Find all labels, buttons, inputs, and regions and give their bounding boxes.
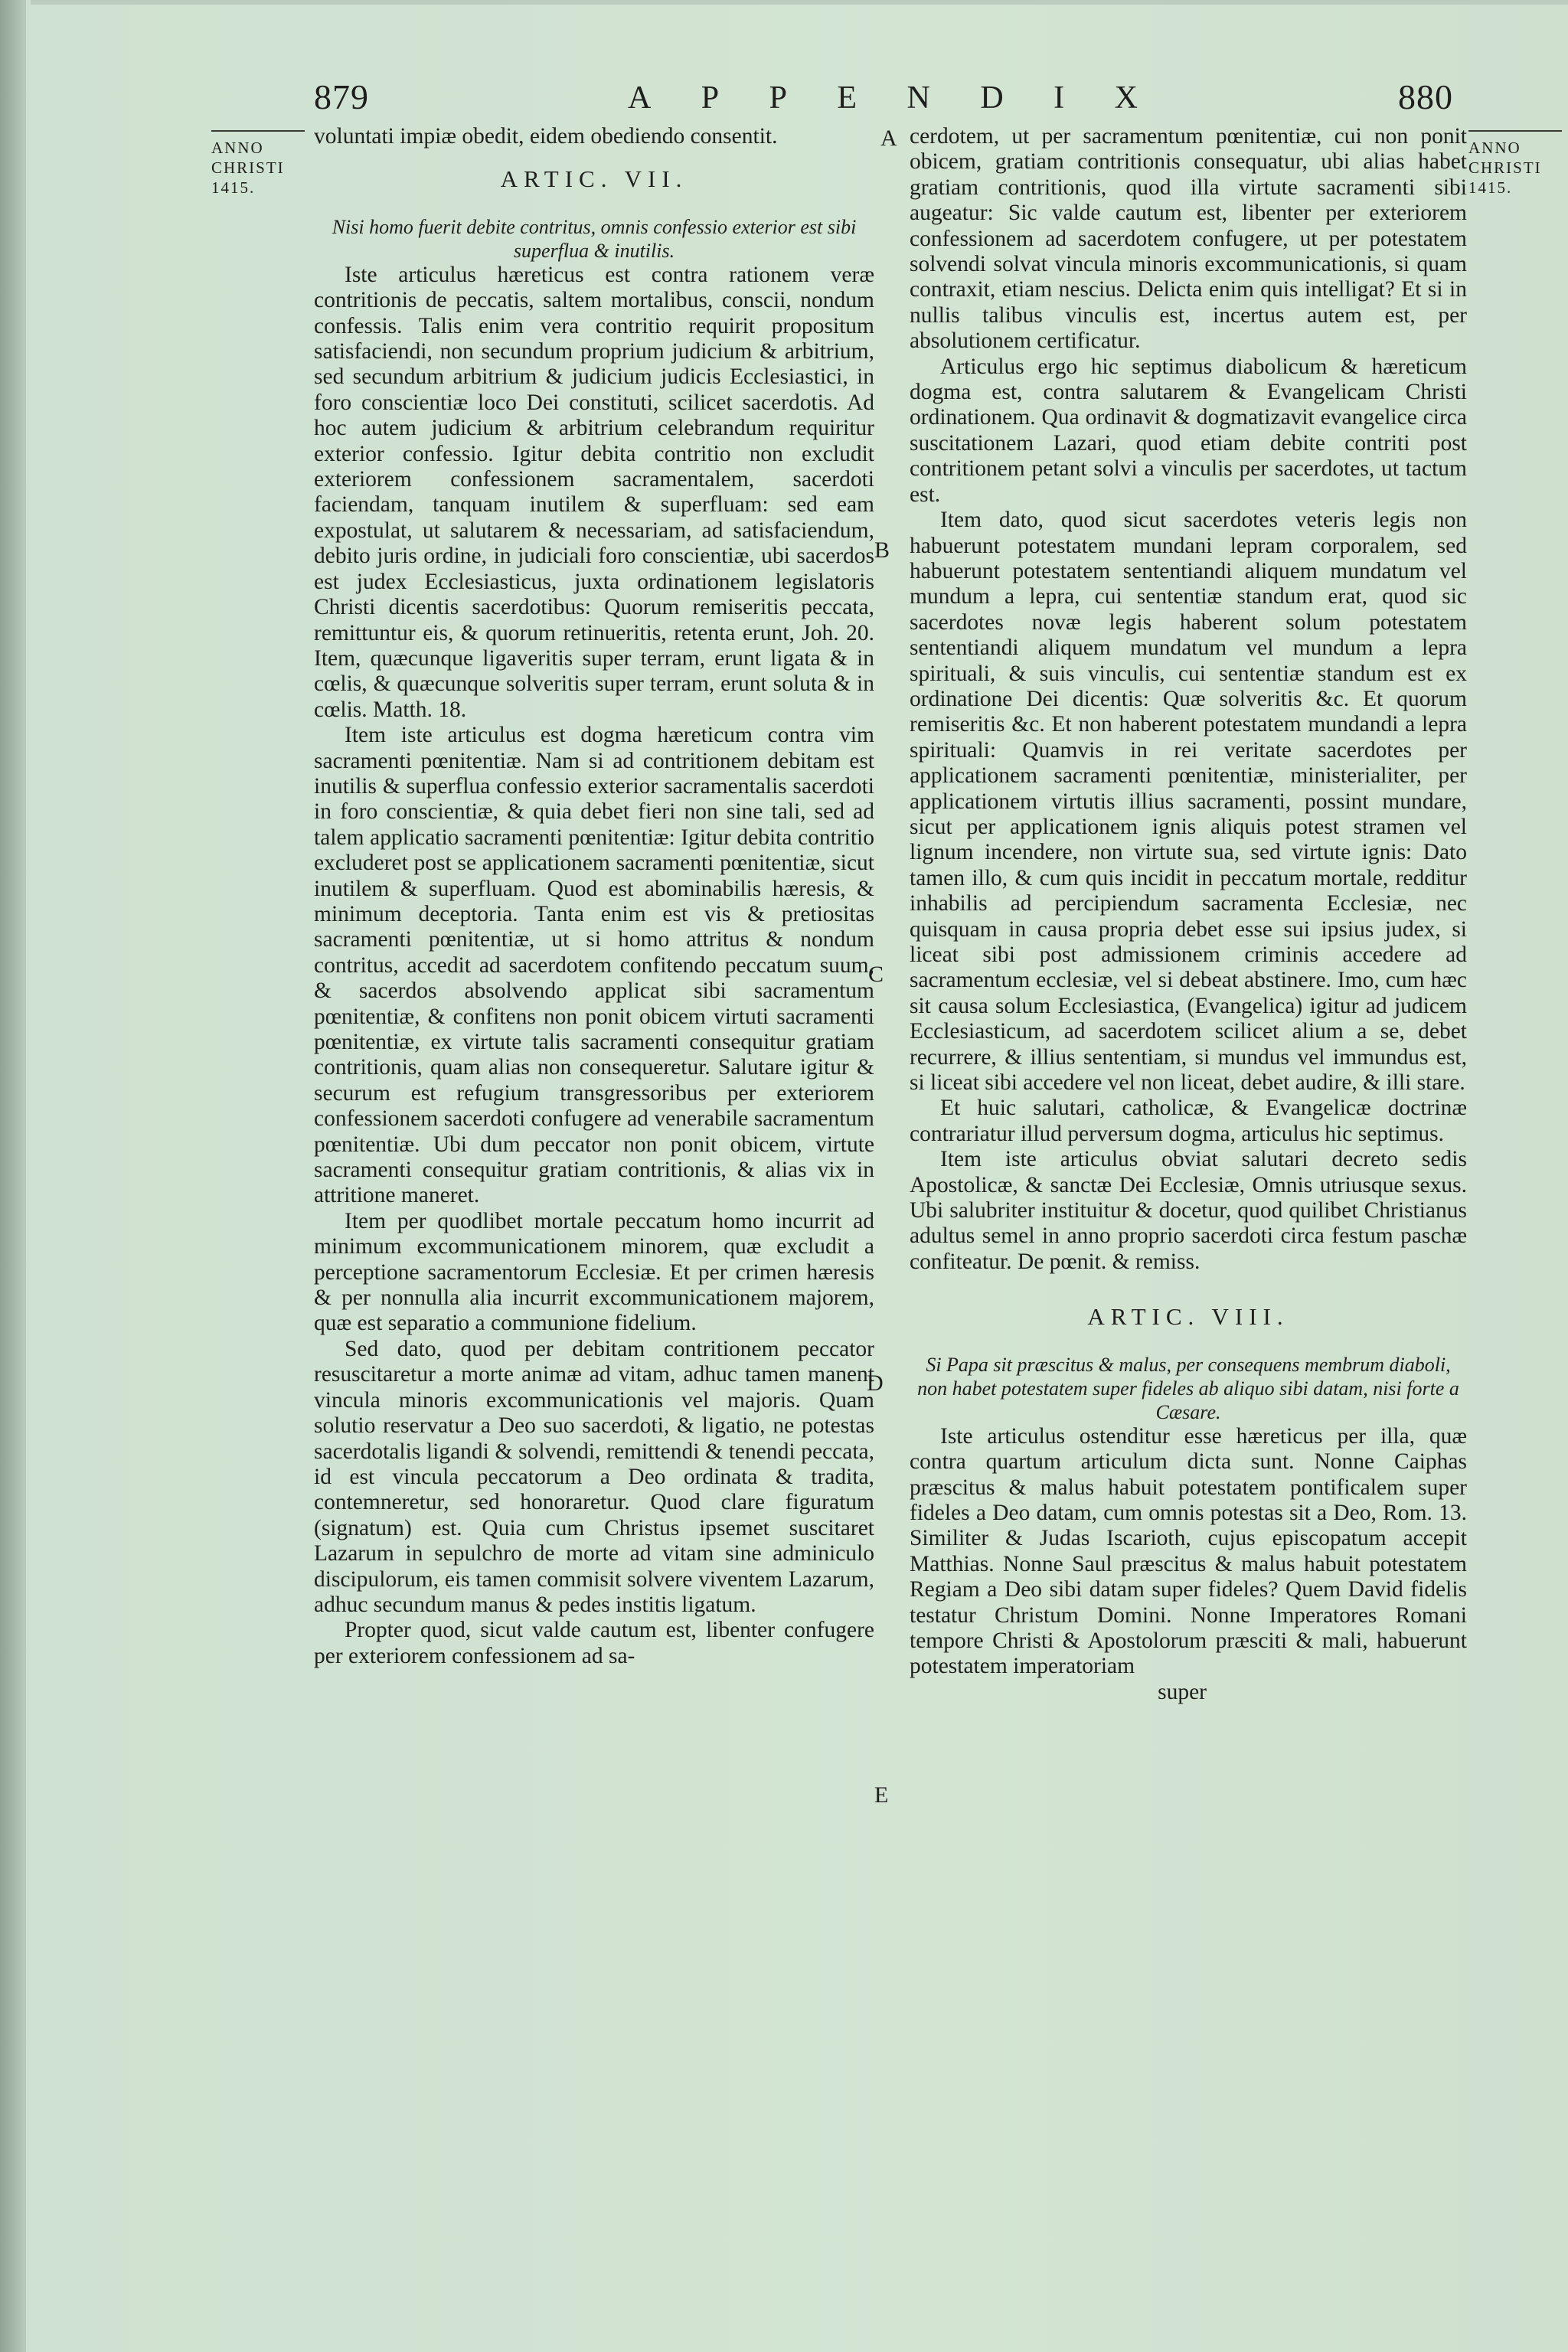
paragraph: Item iste articulus obviat salutari decreto sedis Apostolicæ, & sanctæ Dei Ecclesiæ, Omnis utriusque sexus. Ubi salubriter instituitur & docetur, quod quilibet Christianus adultus semel in anno proprio sacerdoti circa festum paschæ confiteatur. De pœnit. & remiss. [910,1147,1467,1274]
catchword: super [1158,1679,1207,1704]
page-number-left: 879 [314,77,369,116]
paragraph: Iste articulus ostenditur esse hæreticus per illa, quæ contra quartum articulum dicta sunt. Nonne Caiphas præscitus & malus habuit potestatem pontificalem super fideles a Deo datam, cum omnis potestas sit a Deo, Rom. 13. Similiter & Judas Iscarioth, cujus episcopatum accepit Matthias. Nonne Saul præscitus & malus habuit potestatem Regiam a Deo sibi datam super fideles? Quem David fidelis testatur Christum Domini. Nonne Imperatores Romani tempore Christi & Apostolorum præsciti & mali, habuerunt potestatem imperatoriam [910,1423,1467,1679]
running-head-letter: X [1114,80,1148,116]
running-head-letter: P [769,80,798,116]
page-top-edge [31,0,1568,5]
article-heading: ARTIC. VII. [500,165,688,193]
margin-rule [1468,130,1562,132]
section-letter-b: B [874,537,890,563]
margin-christi: CHRISTI [1468,158,1542,177]
right-column [910,124,1467,1705]
margin-note-left [211,130,305,198]
paragraph: Propter quod, sicut valde cautum est, libenter confugere per exteriorem confessionem ad sa- [314,1618,874,1668]
paragraph: Et huic salutari, catholicæ, & Evangelicæ doctrinæ contrariatur illud perversum dogma, articulus hic septimus. [910,1096,1467,1146]
page-number-right: 880 [1398,77,1453,116]
paragraph: Item iste articulus est dogma hæreticum contra vim sacramenti pœnitentiæ. Nam si ad contritionem debitam est inutilis & superflua confessio exterior sacramentalis sacerdoti in foro conscientiæ, & quia debet fieri non sine tali, sed ad talem applicatio sacramenti pœnitentiæ: Igitur debita contritio excluderet post se applicationem sacramenti pœnitentiæ, sicut inutilem & superfluam. Quod est abominabilis hæresis, & minimum deceptoria. Tanta enim est vis & pretiositas sacramenti pœnitentiæ, ut si homo attritus & nondum contritus, accedit ad sacerdotem confitendo peccatum suum, & sacerdos absolvendo applicat sibi sacramentum pœnitentiæ, & confitens non ponit obicem virtuti sacramenti pœnitentiæ, ex virtute talis sacramenti consequitur gratiam contritionis, quam alias non consequeretur. Salutare igitur & securum est refugium transgressoribus per exteriorem confessionem sacerdoti confugere ad venerabile sacramentum pœnitentiæ. Ubi dum peccator non ponit obicem, virtute sacramenti consequitur gratiam contritionis, & alias vix in attritione maneret. [314,723,874,1208]
section-letter-c: C [868,962,884,987]
section-letter-e: E [874,1782,889,1808]
running-head-letter: P [701,80,730,116]
article-proposition: Si Papa sit præscitus & malus, per consequens membrum diaboli, non habet potestatem super fideles ab aliquo sibi datam, nisi forte a Cæsare. [917,1353,1459,1423]
margin-note-right [1468,130,1562,198]
running-head-letter: N [906,80,941,116]
margin-year: 1415. [1468,178,1513,197]
margin-anno: ANNO [211,139,264,157]
paragraph: Iste articulus hæreticus est contra rationem veræ contritionis de peccatis, saltem mortalibus, conscii, nondum confessis. Talis enim vera contritio requirit propositum satisfaciendi, non secundum proprium judicium & arbitrium, sed secundum arbitrium & judicium judicis Ecclesiastici, in foro conscientiæ loco Dei constituti, scilicet sacerdotis. Ad hoc autem judicium & arbitrium celebrandum requiritur exterior confessio. Igitur debita contritio non excludit exteriorem confessionem sacramentalem, sacerdoti faciendam, tanquam inutilem & superfluam: sed eam expostulat, ut salutarem & necessariam, ad satisfaciendum, debito juris ordine, in judiciali foro conscientiæ, ubi sacerdos est judex Ecclesiasticus, juxta ordinationem legislatoris Christi dicentis sacerdotibus: Quorum remiseritis peccata, remittuntur eis, & quorum retinueritis, retenta erunt, Joh. 20. Item, quæcunque ligaveritis super terram, erunt ligata & in cœlis, & quæcunque solveritis super terram, erunt soluta & in cœlis. Matth. 18. [314,262,874,722]
left-column [314,124,874,1669]
section-letter-d: D [867,1370,884,1396]
running-head-letter: A [628,80,662,116]
running-head-letter: I [1054,80,1076,116]
section-letter-a: A [880,126,897,151]
paragraph: Articulus ergo hic septimus diabolicum & hæreticum dogma est, contra salutarem & Evangelicam Christi ordinationem. Qua ordinavit & dogmatizavit evangelice circa suscitationem Lazari, quod etiam debite contriti post contritionem petant solvi a vinculis per sacerdotes, ut tactum est. [910,354,1467,507]
margin-year: 1415. [211,178,256,197]
article-proposition: Nisi homo fuerit debite contritus, omnis confessio exterior est sibi superflua & inutilis. [332,215,857,262]
article-heading: ARTIC. VIII. [1087,1303,1289,1331]
running-head-letter: D [980,80,1014,116]
margin-christi: CHRISTI [211,158,285,177]
paragraph: voluntati impiæ obedit, eidem obediendo consentit. [314,124,778,149]
margin-anno: ANNO [1468,139,1521,157]
paragraph: cerdotem, ut per sacramentum pœnitentiæ, cui non ponit obicem, gratiam contritionis consequatur, ubi alias habet gratiam contritionis, quod illa virtute sacramenti sibi augeatur: Sic valde cautum est, libenter per exteriorem confessionem ad sacerdotem confugere, ut per potestatem solvendi solvat vincula minoris excommunicationis, si quam contraxit, etiam nescius. Delicta enim quis intelligat? Et si in nullis talibus vinculis est, incertus autem est, per absolutionem certificatur. [910,124,1467,354]
paragraph: Sed dato, quod per debitam contritionem peccator resuscitaretur a morte animæ ad vitam, adhuc tamen manent vincula minoris excommunicationis vel majoris. Quam solutio reservatur a Deo suo sacerdoti, & ligatio, ne potestas sacerdotalis ligandi & solvendi, remittendi & tenendi peccata, id est vincula peccatorum a Deo ordinata & tradita, contemneretur, sed honoraretur. Quod clare figuratum (signatum) est. Quia cum Christus ipsemet suscitaret Lazarum in sepulchro de morte ad vitam sine adminiculo discipulorum, eis tamen commisit solvere viventem Lazarum, adhuc secundum manus & pedes institis ligatum. [314,1336,874,1617]
margin-rule [211,130,305,132]
book-gutter [0,0,26,2352]
running-head-letter: E [837,80,868,116]
running-head [628,80,1148,116]
paragraph: Item per quodlibet mortale peccatum homo incurrit ad minimum excommunicationem minorem, quæ excludit a perceptione sacramentorum Ecclesiæ. Et per crimen hæresis & per nonnulla alia incurrit excommunicationem majorem, quæ est separatio a communione fidelium. [314,1208,874,1336]
paragraph: Item dato, quod sicut sacerdotes veteris legis non habuerunt potestatem mundani lepram corporalem, sed habuerunt potestatem sententiandi aliquem mundatum vel mundum a lepra, cui sententiæ standum erat, quod sic sacerdotes novæ legis haberent solum potestatem sententiandi aliquem mundatum vel mundum a lepra spirituali, & suis vinculis, cui sententiæ standum est ex ordinatione Dei dicentis: Quæ solveritis &c. Et quorum remiseritis &c. Et non haberent potestatem mundandi a lepra spirituali: Quamvis in rei veritate sacerdotes per applicationem sacramenti pœnitentiæ, ministerialiter, per applicationem virtutis illius sacramenti, possint mundare, sicut per applicationem ignis aliquis potest stramen vel lignum incendere, non virtute sua, sed virtute ignis: Dato tamen illo, & cum quis incidit in peccatum mortale, redditur inhabilis ad percipiendum sacramenta Ecclesiæ, nec quisquam in causa propria debet esse sui ipsius judex, si liceat sibi post admissionem criminis accedere ad sacramentum ecclesiæ, vel si debeat abstinere. Imo, cum hæc sit causa solum Ecclesiastica, (Evangelica) igitur ad judicem Ecclesiasticum, ad sacerdotem scilicet alium a se, debet recurrere, & illius sententiam, si mundus vel immundus est, si liceat sibi accedere vel non liceat, debet audire, & illi stare. [910,508,1467,1096]
